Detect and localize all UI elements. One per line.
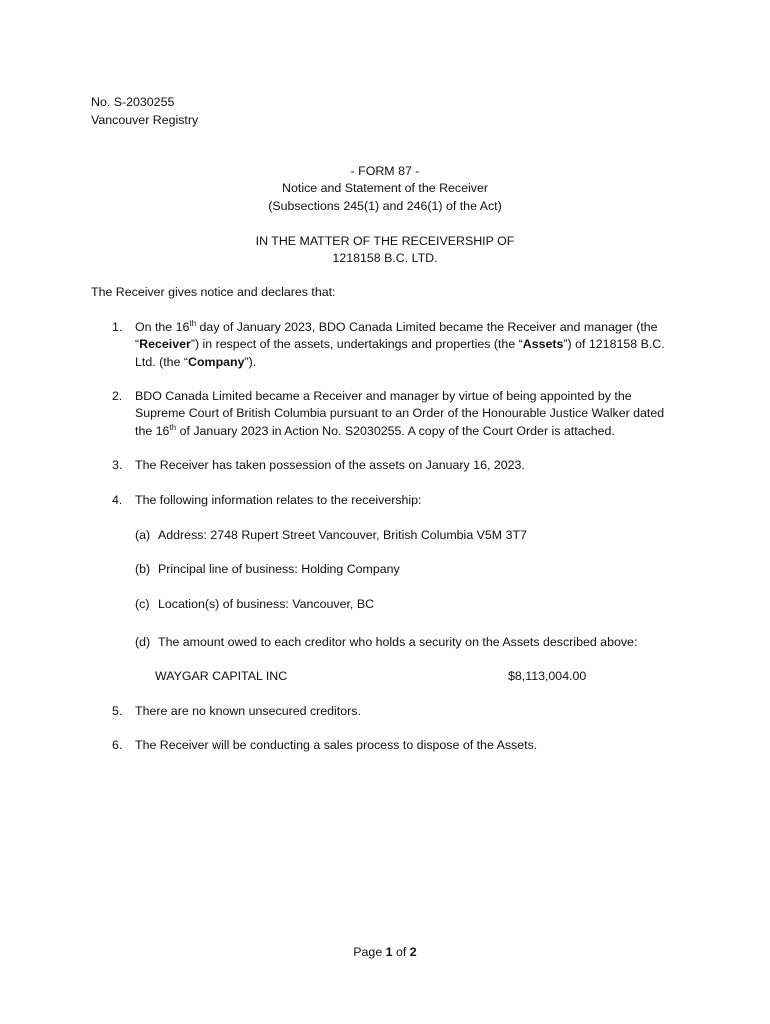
item-5-number: 5. [112, 704, 123, 718]
creditor-amount: $8,113,004.00 [508, 669, 587, 683]
page-number: Page 1 of 2 [353, 945, 417, 959]
item-2-number: 2. [112, 389, 123, 403]
item-6-text: The Receiver will be conducting a sales process to dispose of the Assets. [135, 738, 538, 752]
item-3-number: 3. [112, 458, 123, 472]
form-subsections: (Subsections 245(1) and 246(1) of the Act) [268, 199, 502, 213]
sub-item-d-label: (d) [135, 635, 151, 649]
item-2-line-1: BDO Canada Limited became a Receiver and manager by virtue of being appointed by the [135, 389, 632, 403]
creditor-name: WAYGAR CAPITAL INC [155, 669, 288, 683]
item-1-number: 1. [112, 320, 123, 334]
company-name: 1218158 B.C. LTD. [332, 251, 438, 265]
item-2-line-2: Supreme Court of British Columbia pursuant to an Order of the Honourable Justice Walker dated [135, 406, 665, 420]
form-title: Notice and Statement of the Receiver [282, 181, 488, 195]
case-number: No. S-2030255 [91, 95, 175, 109]
sub-item-b-text: Principal line of business: Holding Company [158, 562, 400, 576]
sub-item-a-label: (a) [135, 528, 151, 542]
sub-item-a-text: Address: 2748 Rupert Street Vancouver, British Columbia V5M 3T7 [158, 528, 527, 542]
item-1-line-3: Ltd. (the “Company”). [135, 355, 257, 369]
item-1-line-2: “Receiver”) in respect of the assets, undertakings and properties (the “Assets”) of 1218158 B.C. [135, 337, 665, 351]
registry: Vancouver Registry [91, 113, 199, 127]
sub-item-c-text: Location(s) of business: Vancouver, BC [158, 597, 375, 611]
sub-item-b-label: (b) [135, 562, 151, 576]
intro-text: The Receiver gives notice and declares that: [91, 285, 336, 299]
sub-item-d-text: The amount owed to each creditor who holds a security on the Assets described above: [158, 635, 638, 649]
form-number: - FORM 87 - [350, 164, 420, 178]
item-3-text: The Receiver has taken possession of the assets on January 16, 2023. [135, 458, 525, 472]
item-5-text: There are no known unsecured creditors. [135, 704, 361, 718]
item-6-number: 6. [112, 738, 123, 752]
item-2-line-3: the 16th of January 2023 in Action No. S2030255. A copy of the Court Order is attached. [135, 422, 615, 438]
matter-line: IN THE MATTER OF THE RECEIVERSHIP OF [255, 234, 515, 248]
item-4-number: 4. [112, 493, 123, 507]
item-4-text: The following information relates to the receivership: [135, 493, 422, 507]
item-1-line-1: On the 16th day of January 2023, BDO Canada Limited became the Receiver and manager (the [135, 318, 658, 334]
sub-item-c-label: (c) [135, 597, 150, 611]
